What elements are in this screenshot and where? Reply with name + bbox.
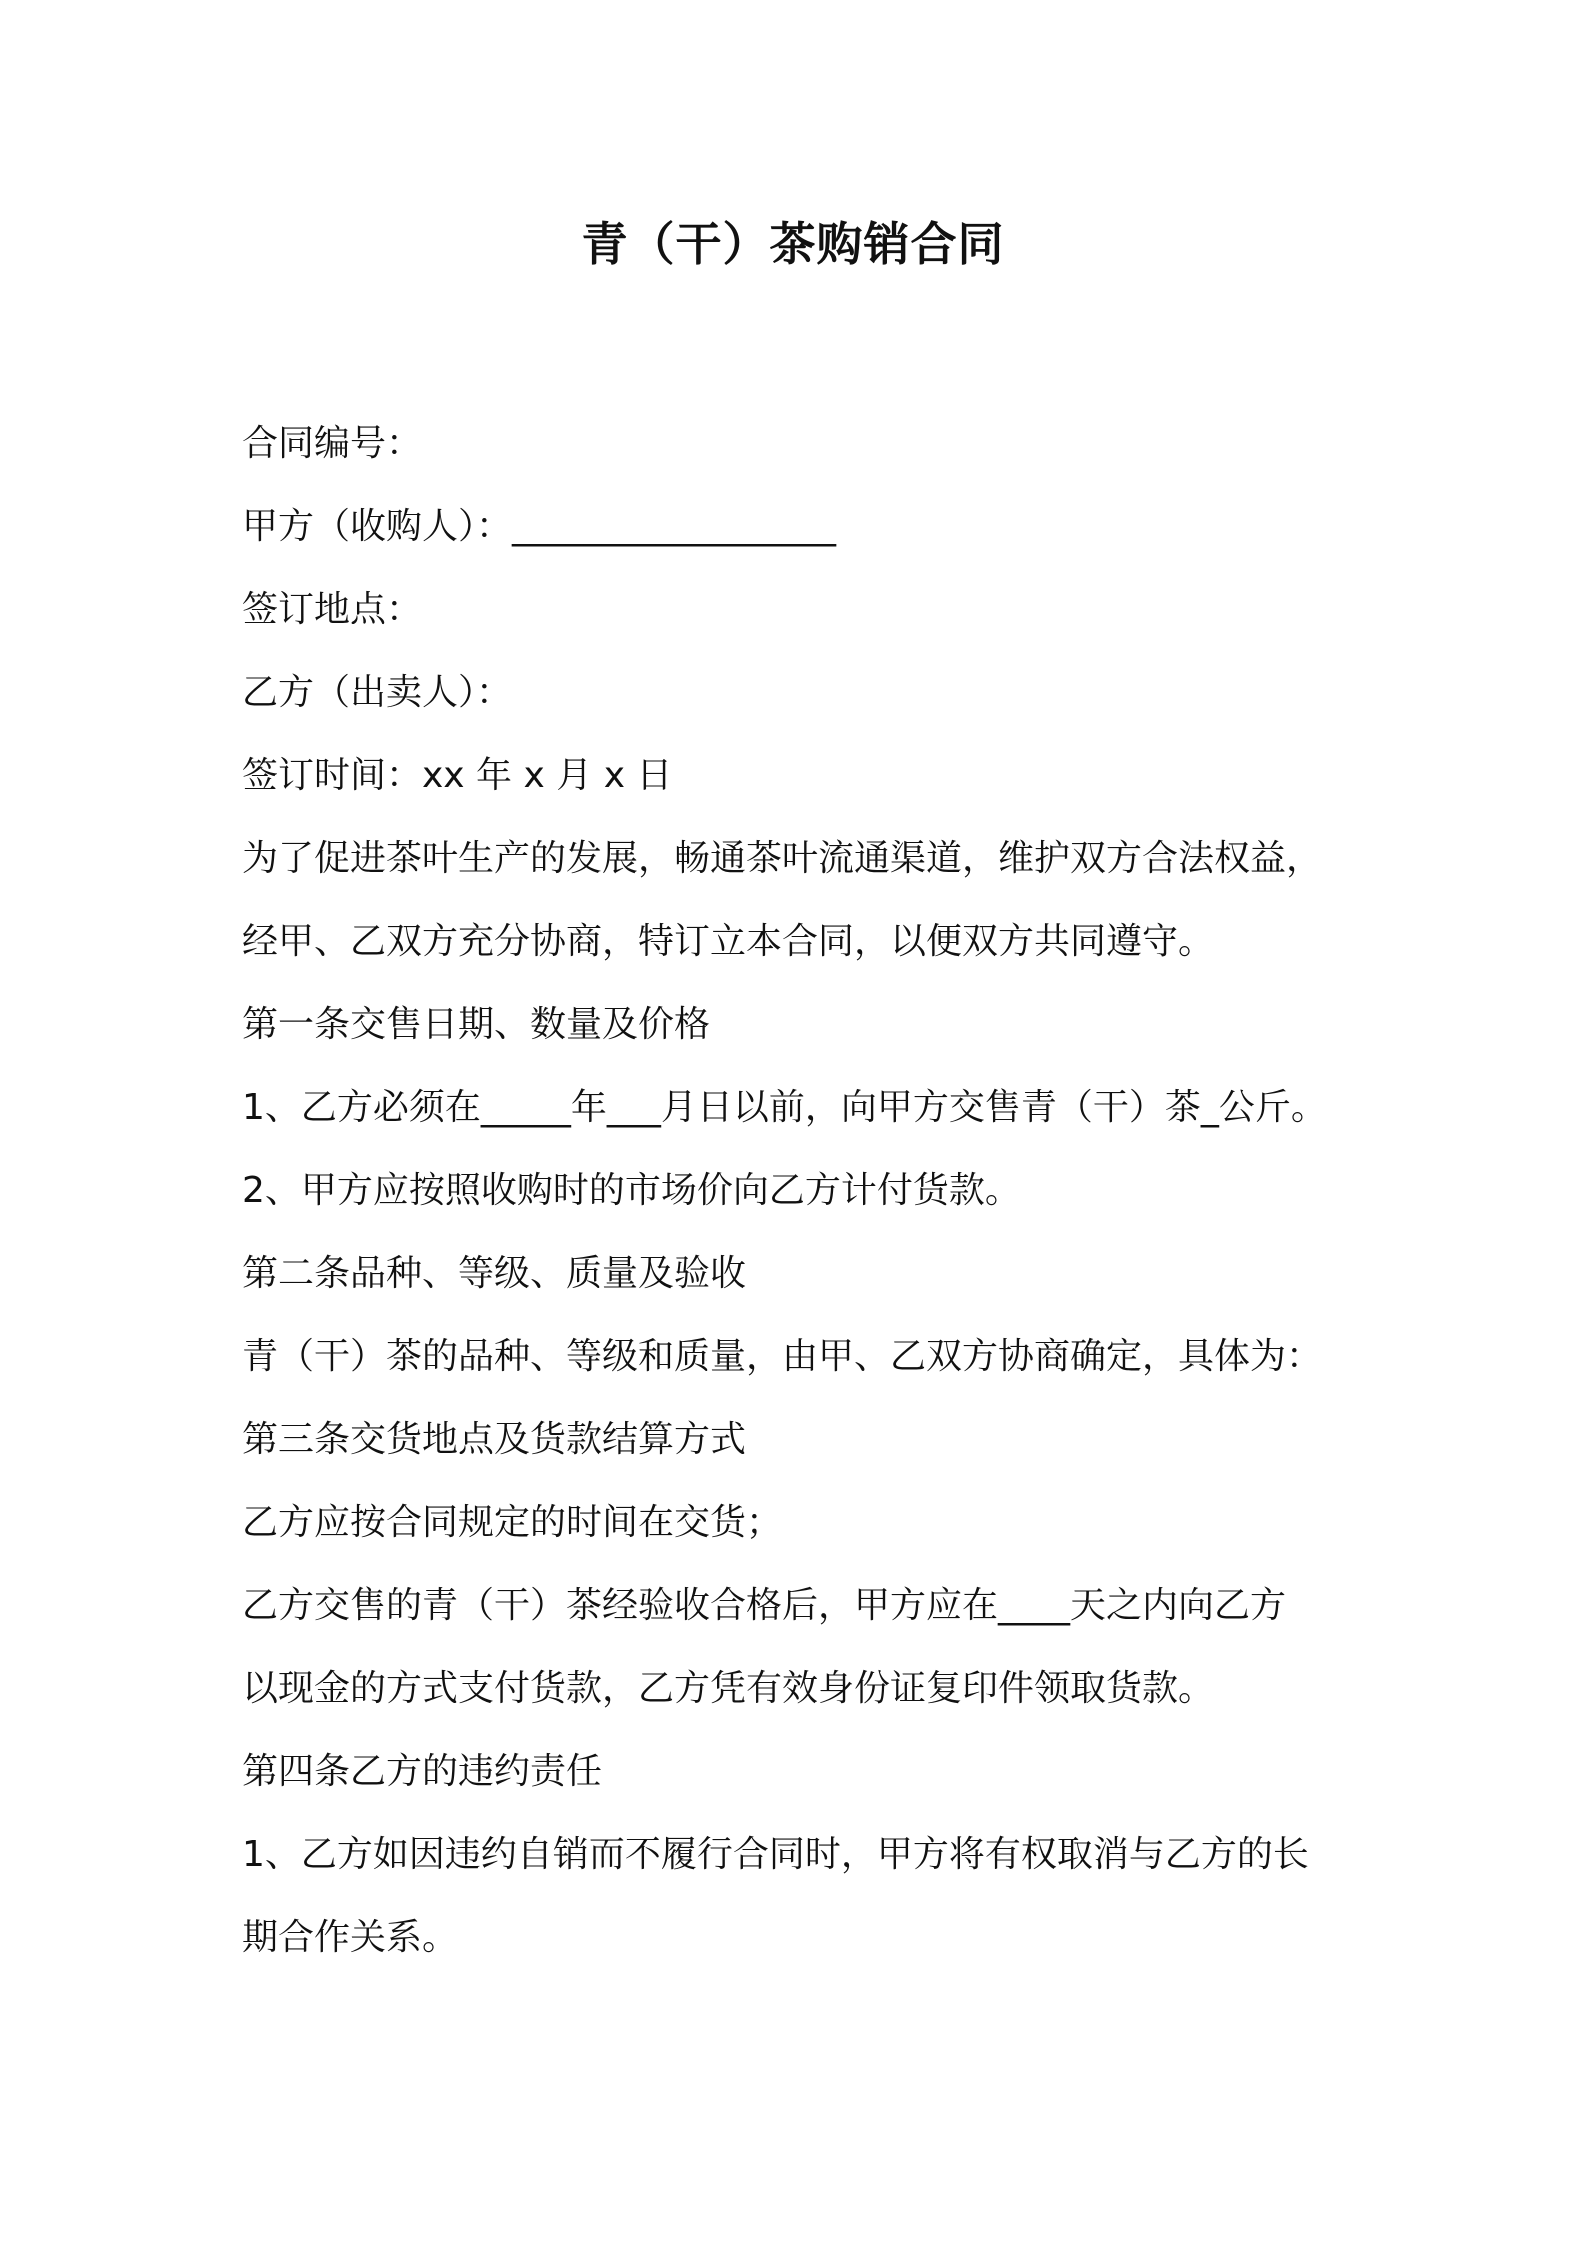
article-3-text-1: 乙方应按合同规定的时间在交货； xyxy=(242,1502,783,1543)
signing-place-line: 签订地点： xyxy=(242,589,423,630)
contract-number-line: 合同编号： xyxy=(242,423,423,464)
article-1-item-1: 1、乙方必须在_____年___月日以前，向甲方交售青（干）茶_公斤。 xyxy=(242,1087,1327,1128)
preamble-line-1: 为了促进茶叶生产的发展，畅通茶叶流通渠道，维护双方合法权益， xyxy=(242,838,1323,879)
article-2-text: 青（干）茶的品种、等级和质量，由甲、乙双方协商确定，具体为： xyxy=(242,1336,1323,1377)
article-4-item-1-cont: 期合作关系。 xyxy=(242,1917,459,1958)
article-3-heading: 第三条交货地点及货款结算方式 xyxy=(242,1419,747,1460)
party-b-line: 乙方（出卖人）： xyxy=(242,672,513,713)
document-title: 青（干）茶购销合同 xyxy=(581,217,1005,271)
article-4-item-1: 1、乙方如因违约自销而不履行合同时，甲方将有权取消与乙方的长 xyxy=(242,1834,1309,1875)
article-3-text-3: 以现金的方式支付货款，乙方凭有效身份证复印件领取货款。 xyxy=(242,1668,1215,1709)
article-1-heading: 第一条交售日期、数量及价格 xyxy=(242,1004,711,1045)
article-1-item-2: 2、甲方应按照收购时的市场价向乙方计付货款。 xyxy=(242,1170,1021,1211)
document-body xyxy=(242,402,1382,1979)
article-3-text-2: 乙方交售的青（干）茶经验收合格后，甲方应在____天之内向乙方 xyxy=(242,1585,1287,1626)
article-4-heading: 第四条乙方的违约责任 xyxy=(242,1751,603,1792)
article-2-heading: 第二条品种、等级、质量及验收 xyxy=(242,1253,747,1294)
preamble-line-2: 经甲、乙双方充分协商，特订立本合同，以便双方共同遵守。 xyxy=(242,921,1215,962)
signing-time-line: 签订时间：xx 年 x 月 x 日 xyxy=(242,755,673,796)
party-a-line: 甲方（收购人）：__________________ xyxy=(242,506,837,547)
